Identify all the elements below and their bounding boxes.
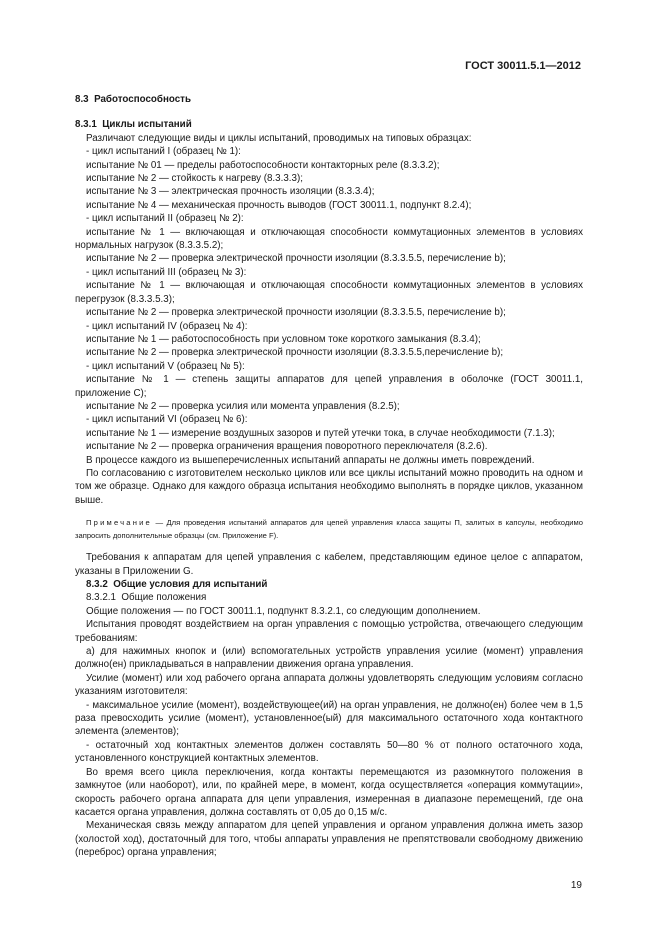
list-item: испытание № 2 — стойкость к нагреву (8.3.3.3); xyxy=(86,173,303,185)
list-item: испытание № 1 — измерение воздушных зазоров и путей утечки тока, в случае необходимости (7.1.3); xyxy=(86,427,555,439)
page-number: 19 xyxy=(570,880,582,891)
subsubsection-title: Общие положения xyxy=(121,592,207,604)
note-label: Примечание xyxy=(86,518,152,528)
paragraph: В процессе каждого из вышеперечисленных испытаний аппараты не должны иметь повреждений. xyxy=(86,454,535,466)
paragraph: По согласованию с изготовителем несколько циклов или все циклы испытаний можно проводить на одном и том же образце. Однако для каждого образца испытания необходимо выполнять в порядке циклов, указанном выше. xyxy=(75,467,583,506)
list-item: испытание № 2 — проверка усилия или момента управления (8.2.5); xyxy=(86,400,400,412)
list-item: испытание № 1 — степень защиты аппаратов для цепей управления в оболочке (ГОСТ 30011.1, приложение С); xyxy=(75,374,583,399)
list-item: испытание № 01 — пределы работоспособности контакторных реле (8.3.3.2); xyxy=(86,159,440,171)
paragraph: Во время всего цикла переключения, когда контакты перемещаются из разомкнутого положения в замкнутое (или наоборот), или, по крайней мере, в момент, когда осуществляется «операция коммутации», скорость рабочего органа аппарата для цепи управления, измеренная в диапазоне перемещений, где она касается органа управления, должна составлять от 0,05 до 0,15 м/с. xyxy=(75,766,583,818)
paragraph: Усилие (момент) или ход рабочего органа аппарата должны удовлетворять следующим условиям согласно указаниям изготовителя: xyxy=(75,672,583,698)
list-item: испытание № 2 — проверка электрической прочности изоляции (8.3.3.5.5,перечисление b); xyxy=(86,347,504,359)
note xyxy=(75,516,583,542)
subsubsection-number: 8.3.2.1 xyxy=(86,592,116,604)
section-heading xyxy=(75,93,583,106)
list-item: - цикл испытаний I (образец № 1): xyxy=(86,146,241,158)
subsection-title: Общие условия для испытаний xyxy=(113,579,268,590)
subsection-title: Циклы испытаний xyxy=(102,119,192,131)
list-item: испытание № 1 — включающая и отключающая способности коммутационных элементов в условиях нормальных нагрузок (8.3.3.5.2); xyxy=(75,226,583,252)
list-item: - цикл испытаний II (образец № 2): xyxy=(86,213,244,225)
list-item: испытание № 3 — электрическая прочность изоляции (8.3.3.4); xyxy=(86,186,375,198)
section-title: Работоспособность xyxy=(94,94,191,105)
paragraph: Различают следующие виды и циклы испытаний, проводимых на типовых образцах: xyxy=(86,132,472,144)
paragraph: Механическая связь между аппаратом для цепей управления и органом управления должна иметь зазор (холостой ход), достаточный для того, чтобы аппараты управления не препятствовали свободному движению (переброс) органа управления; xyxy=(75,820,583,859)
paragraph: Общие положения — по ГОСТ 30011.1, подпункт 8.3.2.1, со следующим дополнением. xyxy=(86,605,481,617)
subsection-number: 8.3.2 xyxy=(86,579,108,590)
list-item: - максимальное усилие (момент), воздействующее(ий) на орган управления, не должно(ен) более чем в 1,5 раза превосходить усилие (момент), установленное(ый) для максимального остаточного хода контактного элемента (элементов); xyxy=(75,699,583,738)
list-item: испытание № 4 — механическая прочность выводов (ГОСТ 30011.1, подпункт 8.2.4); xyxy=(86,199,472,211)
list-item: испытание № 1 — включающая и отключающая способности коммутационных элементов в условиях перегрузок (8.3.3.5.3); xyxy=(75,280,583,305)
subsection-number: 8.3.1 xyxy=(75,119,97,131)
list-item: - цикл испытаний III (образец № 3): xyxy=(86,266,247,278)
subsubsection-heading xyxy=(75,591,583,604)
subsection-heading xyxy=(75,118,583,131)
list-item: испытание № 2 — проверка ограничения вращения поворотного переключателя (8.2.6). xyxy=(86,441,488,453)
list-item: - остаточный ход контактных элементов должен составлять 50—80 % от полного остаточного хода, установленного конструкцией контактных элементов. xyxy=(75,739,583,765)
section-number: 8.3 xyxy=(75,94,89,105)
list-item: - цикл испытаний V (образец № 5): xyxy=(86,360,245,372)
document-body xyxy=(75,93,583,860)
paragraph: Испытания проводят воздействием на орган управления с помощью устройства, отвечающего следующим требованиям: xyxy=(75,619,583,644)
note-text: — Для проведения испытаний аппаратов для цепей управления класса защиты П, залитых в капсулы, необходимо запросить дополнительные образцы (см. Приложение F). xyxy=(75,518,583,541)
list-item: испытание № 2 — проверка электрической прочности изоляции (8.3.3.5.5, перечисление b); xyxy=(86,253,506,265)
document-header: ГОСТ 30011.5.1—2012 xyxy=(465,60,581,72)
paragraph: а) для нажимных кнопок и (или) вспомогательных устройств управления усилие (момент) управления должно(ен) прикладываться в направлении движения органа управления. xyxy=(75,646,583,671)
list-item: испытание № 1 — работоспособность при условном токе короткого замыкания (8.3.4); xyxy=(86,333,481,345)
subsection-heading xyxy=(75,578,583,591)
list-item: испытание № 2 — проверка электрической прочности изоляции (8.3.3.5.5, перечисление b); xyxy=(86,307,506,319)
list-item: - цикл испытаний VI (образец № 6): xyxy=(86,414,248,426)
paragraph: Требования к аппаратам для цепей управления с кабелем, представляющим единое целое с аппаратом, указаны в Приложении G. xyxy=(75,552,583,577)
list-item: - цикл испытаний IV (образец № 4): xyxy=(86,320,248,332)
